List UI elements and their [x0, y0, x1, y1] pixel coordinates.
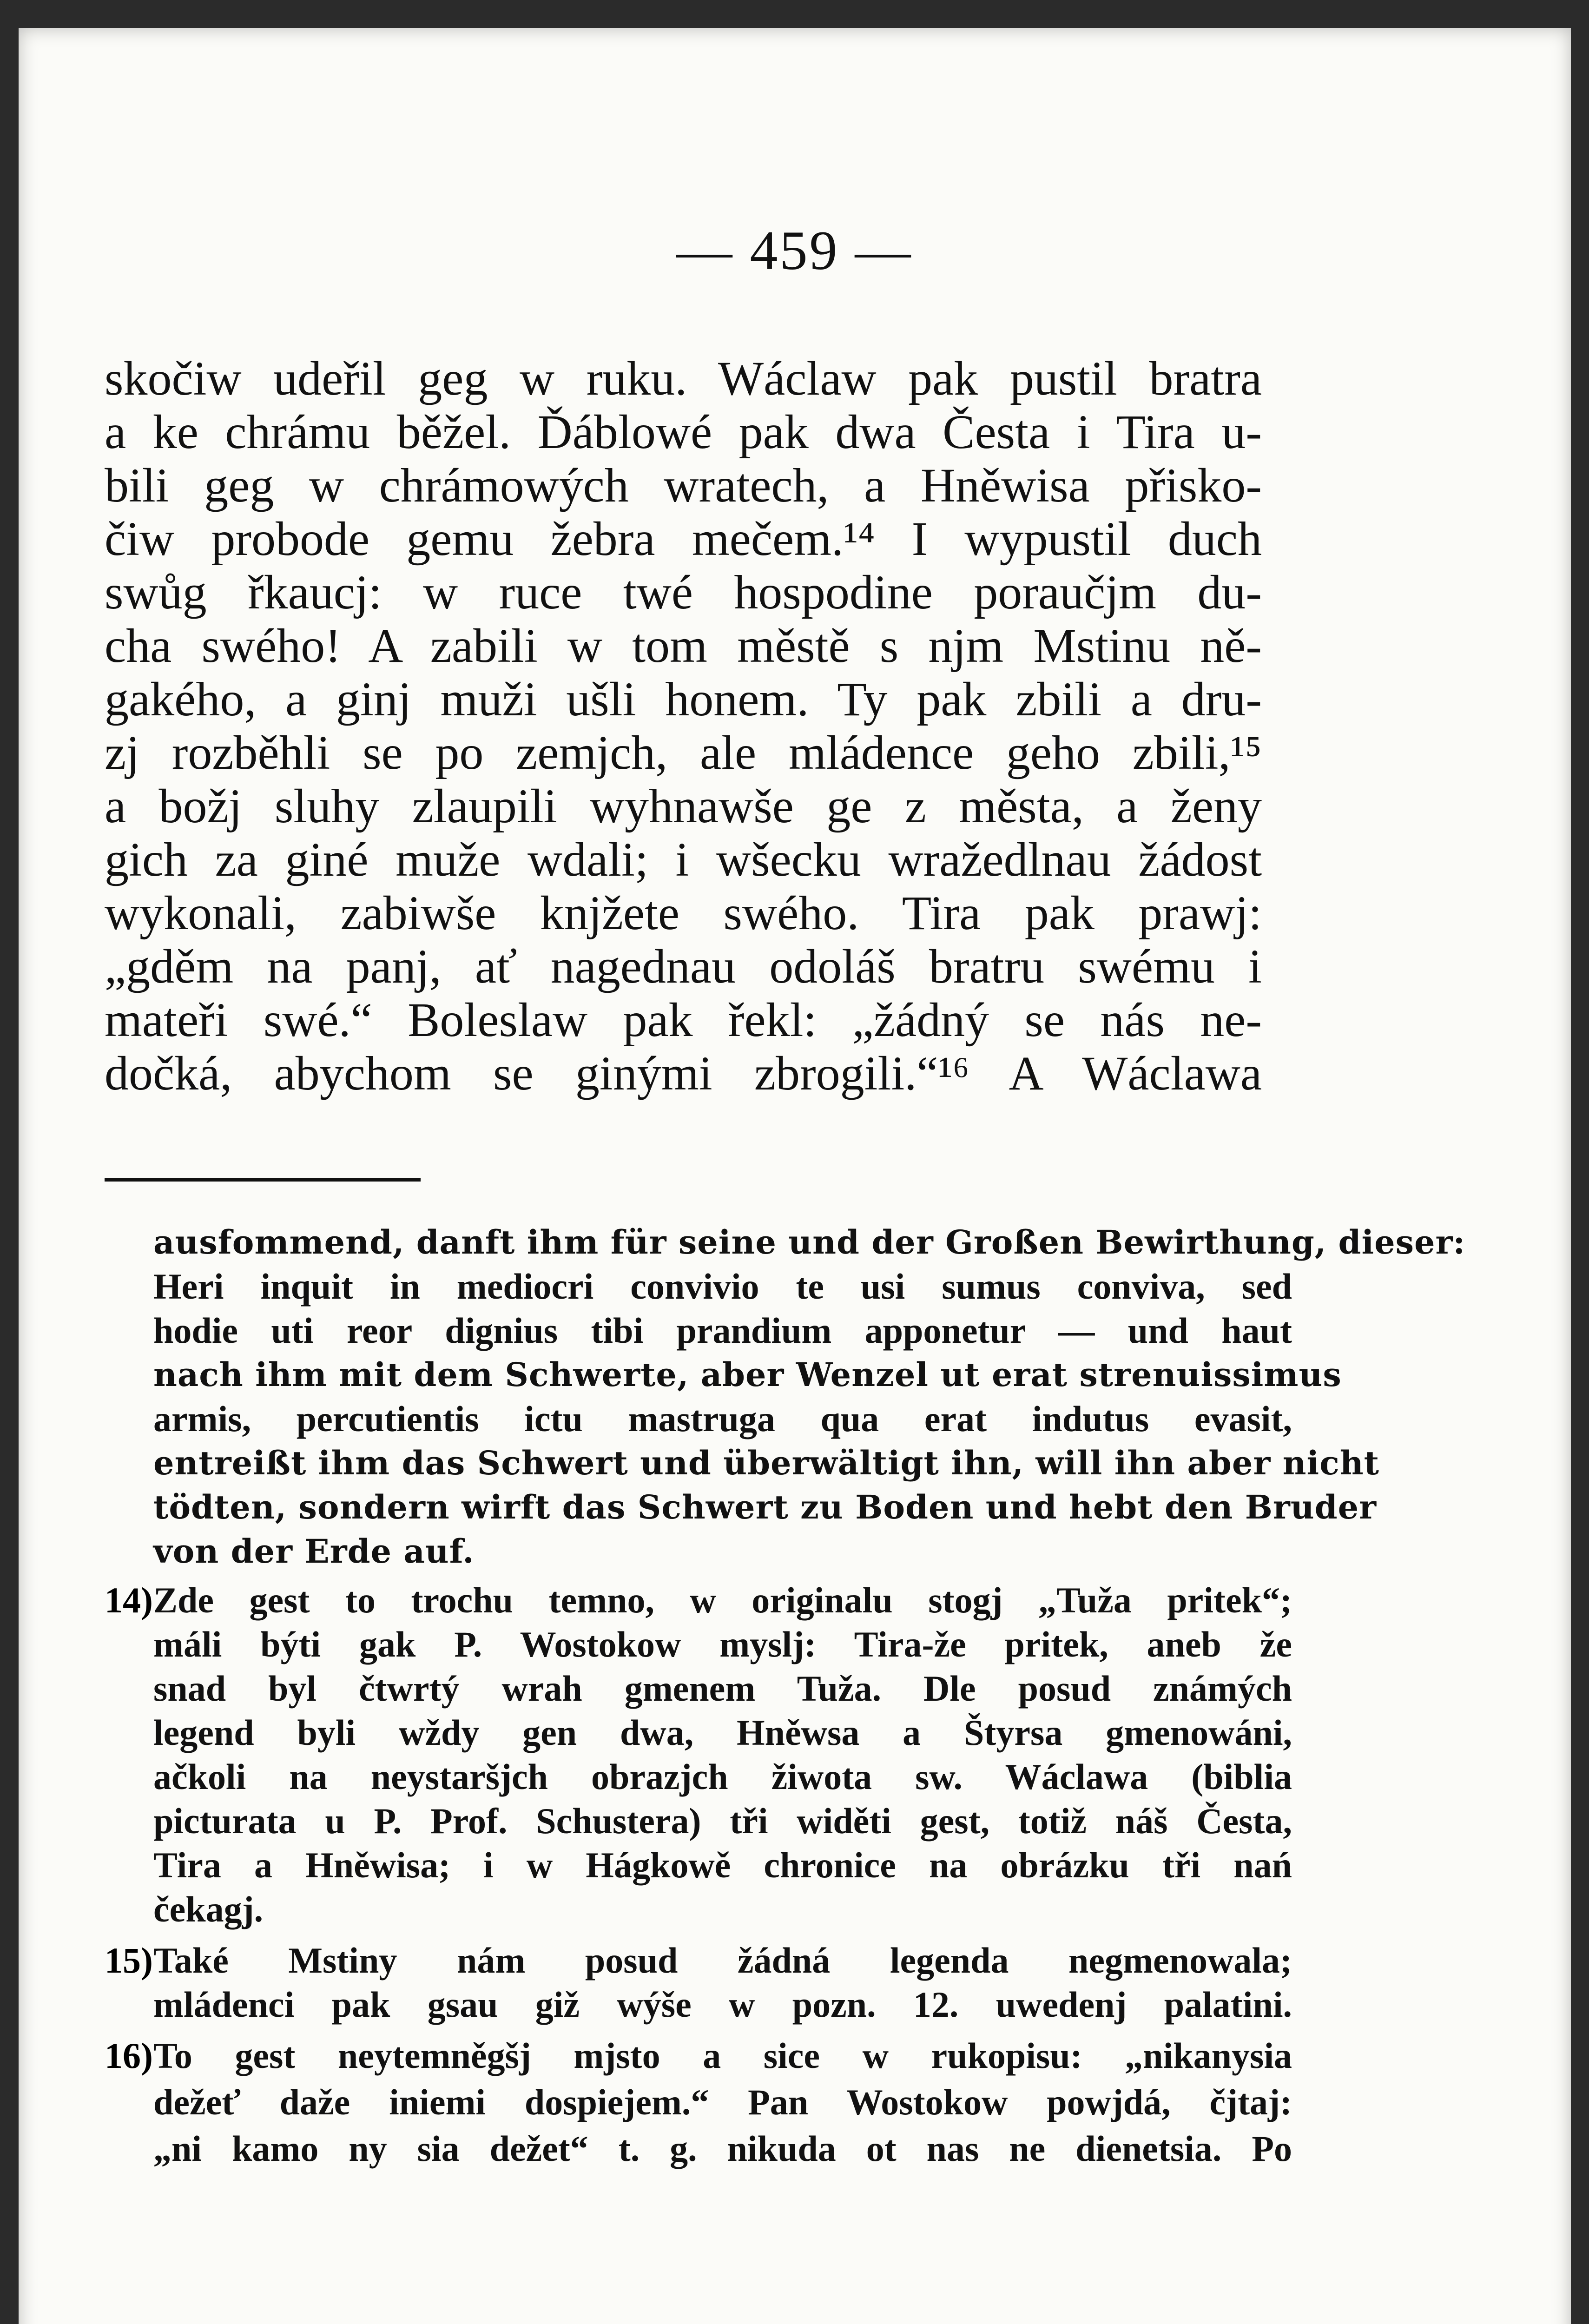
text-line: mateři swé.“ Boleslaw pak řekl: „žádný se nás ne-	[105, 993, 1262, 1047]
text-line: skočiw udeřil geg w ruku. Wáclaw pak pustil bratra	[105, 352, 1262, 405]
text-line: gakého, a ginj muži ušli honem. Ty pak zbili a dru-	[105, 673, 1262, 726]
footnote-line: picturata u P. Prof. Schustera) tři widěti gest, totiž náš Česta,	[153, 1801, 1292, 1841]
footnote-line: „ni kamo ny sia dežet“ t. g. nikuda ot nas ne dienetsia. Po	[153, 2128, 1292, 2169]
footnote-line: Tira a Hněwisa; i w Hágkowě chronice na obrázku tři nań	[153, 1845, 1292, 1885]
page-number: — 459 —	[676, 219, 913, 281]
footnote-number: 15)	[105, 1940, 153, 1981]
text-line: swůg řkaucj: w ruce twé hospodine poraučjm du-	[105, 566, 1262, 619]
footnote-line: nach ihm mit dem Schwerte, aber Wenzel ut erat strenuissimus	[153, 1355, 1342, 1394]
text-line: dočká, abychom se ginými zbrogili.“¹⁶ A Wáclawa	[105, 1047, 1262, 1100]
text-line: bili geg w chrámowých wratech, a Hněwisa přisko-	[105, 459, 1262, 512]
footnote-line: Zde gest to trochu temno, w originalu stogj „Tuža pritek“;	[153, 1580, 1292, 1620]
footnote-line: máli býti gak P. Wostokow myslj: Tira-že pritek, aneb že	[153, 1624, 1292, 1664]
text-line: cha swého! A zabili w tom městě s njm Mstinu ně-	[105, 619, 1262, 673]
footnote-line: legend byli wždy gen dwa, Hněwsa a Štyrsa gmenowáni,	[153, 1712, 1292, 1753]
footnote-line: ačkoli na neystaršjch obrazjch žiwota sw. Wáclawa (biblia	[153, 1756, 1292, 1797]
footnote-line: tödten, sondern wirft das Schwert zu Boden und hebt den Bruder	[153, 1488, 1377, 1526]
footnote-divider	[105, 1178, 421, 1182]
footnote-line: čekagj.	[153, 1889, 264, 1929]
footnote-line: snad byl čtwrtý wrah gmenem Tuža. Dle posud známých	[153, 1668, 1292, 1709]
footnote-line: hodie uti reor dignius tibi prandium apponetur — und haut	[153, 1310, 1292, 1351]
text-line: wykonali, zabiwše knjžete swého. Tira pak prawj:	[105, 886, 1262, 940]
footnote-number: 16)	[105, 2035, 153, 2076]
text-line: zj rozběhli se po zemjch, ale mládence geho zbili,¹⁵	[105, 726, 1262, 779]
footnote-line: armis, percutientis ictu mastruga qua erat indutus evasit,	[153, 1399, 1292, 1439]
text-line: gich za giné muže wdali; i wšecku wražedlnau žádost	[105, 833, 1262, 886]
footnote-line: ausfommend, danft ihm für seine und der Großen Bewirthung, dieser:	[153, 1223, 1466, 1261]
footnote-line: Také Mstiny nám posud žádná legenda negmenowala;	[153, 1940, 1292, 1981]
footnote-number: 14)	[105, 1580, 153, 1620]
footnote-line: To gest neytemněgšj mjsto a sice w rukopisu: „nikanysia	[153, 2035, 1292, 2076]
footnote-line: dežeť daže iniemi dospiejem.“ Pan Wostokow powjdá, čjtaj:	[153, 2082, 1292, 2122]
footnote-line: mládenci pak gsau giž wýše w pozn. 12. uwedenj palatini.	[153, 1984, 1292, 2025]
text-line: a ke chrámu běžel. Ďáblowé pak dwa Česta i Tira u-	[105, 405, 1262, 459]
text-line: a božj sluhy zlaupili wyhnawše ge z města, a ženy	[105, 779, 1262, 833]
text-line: čiw probode gemu žebra mečem.¹⁴ I wypustil duch	[105, 512, 1262, 566]
footnote-line: von der Erde auf.	[153, 1532, 475, 1571]
footnote-line: entreißt ihm das Schwert und überwältigt ihn, will ihn aber nicht	[153, 1444, 1379, 1482]
text-line: „gděm na panj, ať nagednau odoláš bratru swému i	[105, 940, 1262, 993]
footnote-line: Heri inquit in mediocri convivio te usi sumus conviva, sed	[153, 1266, 1292, 1307]
